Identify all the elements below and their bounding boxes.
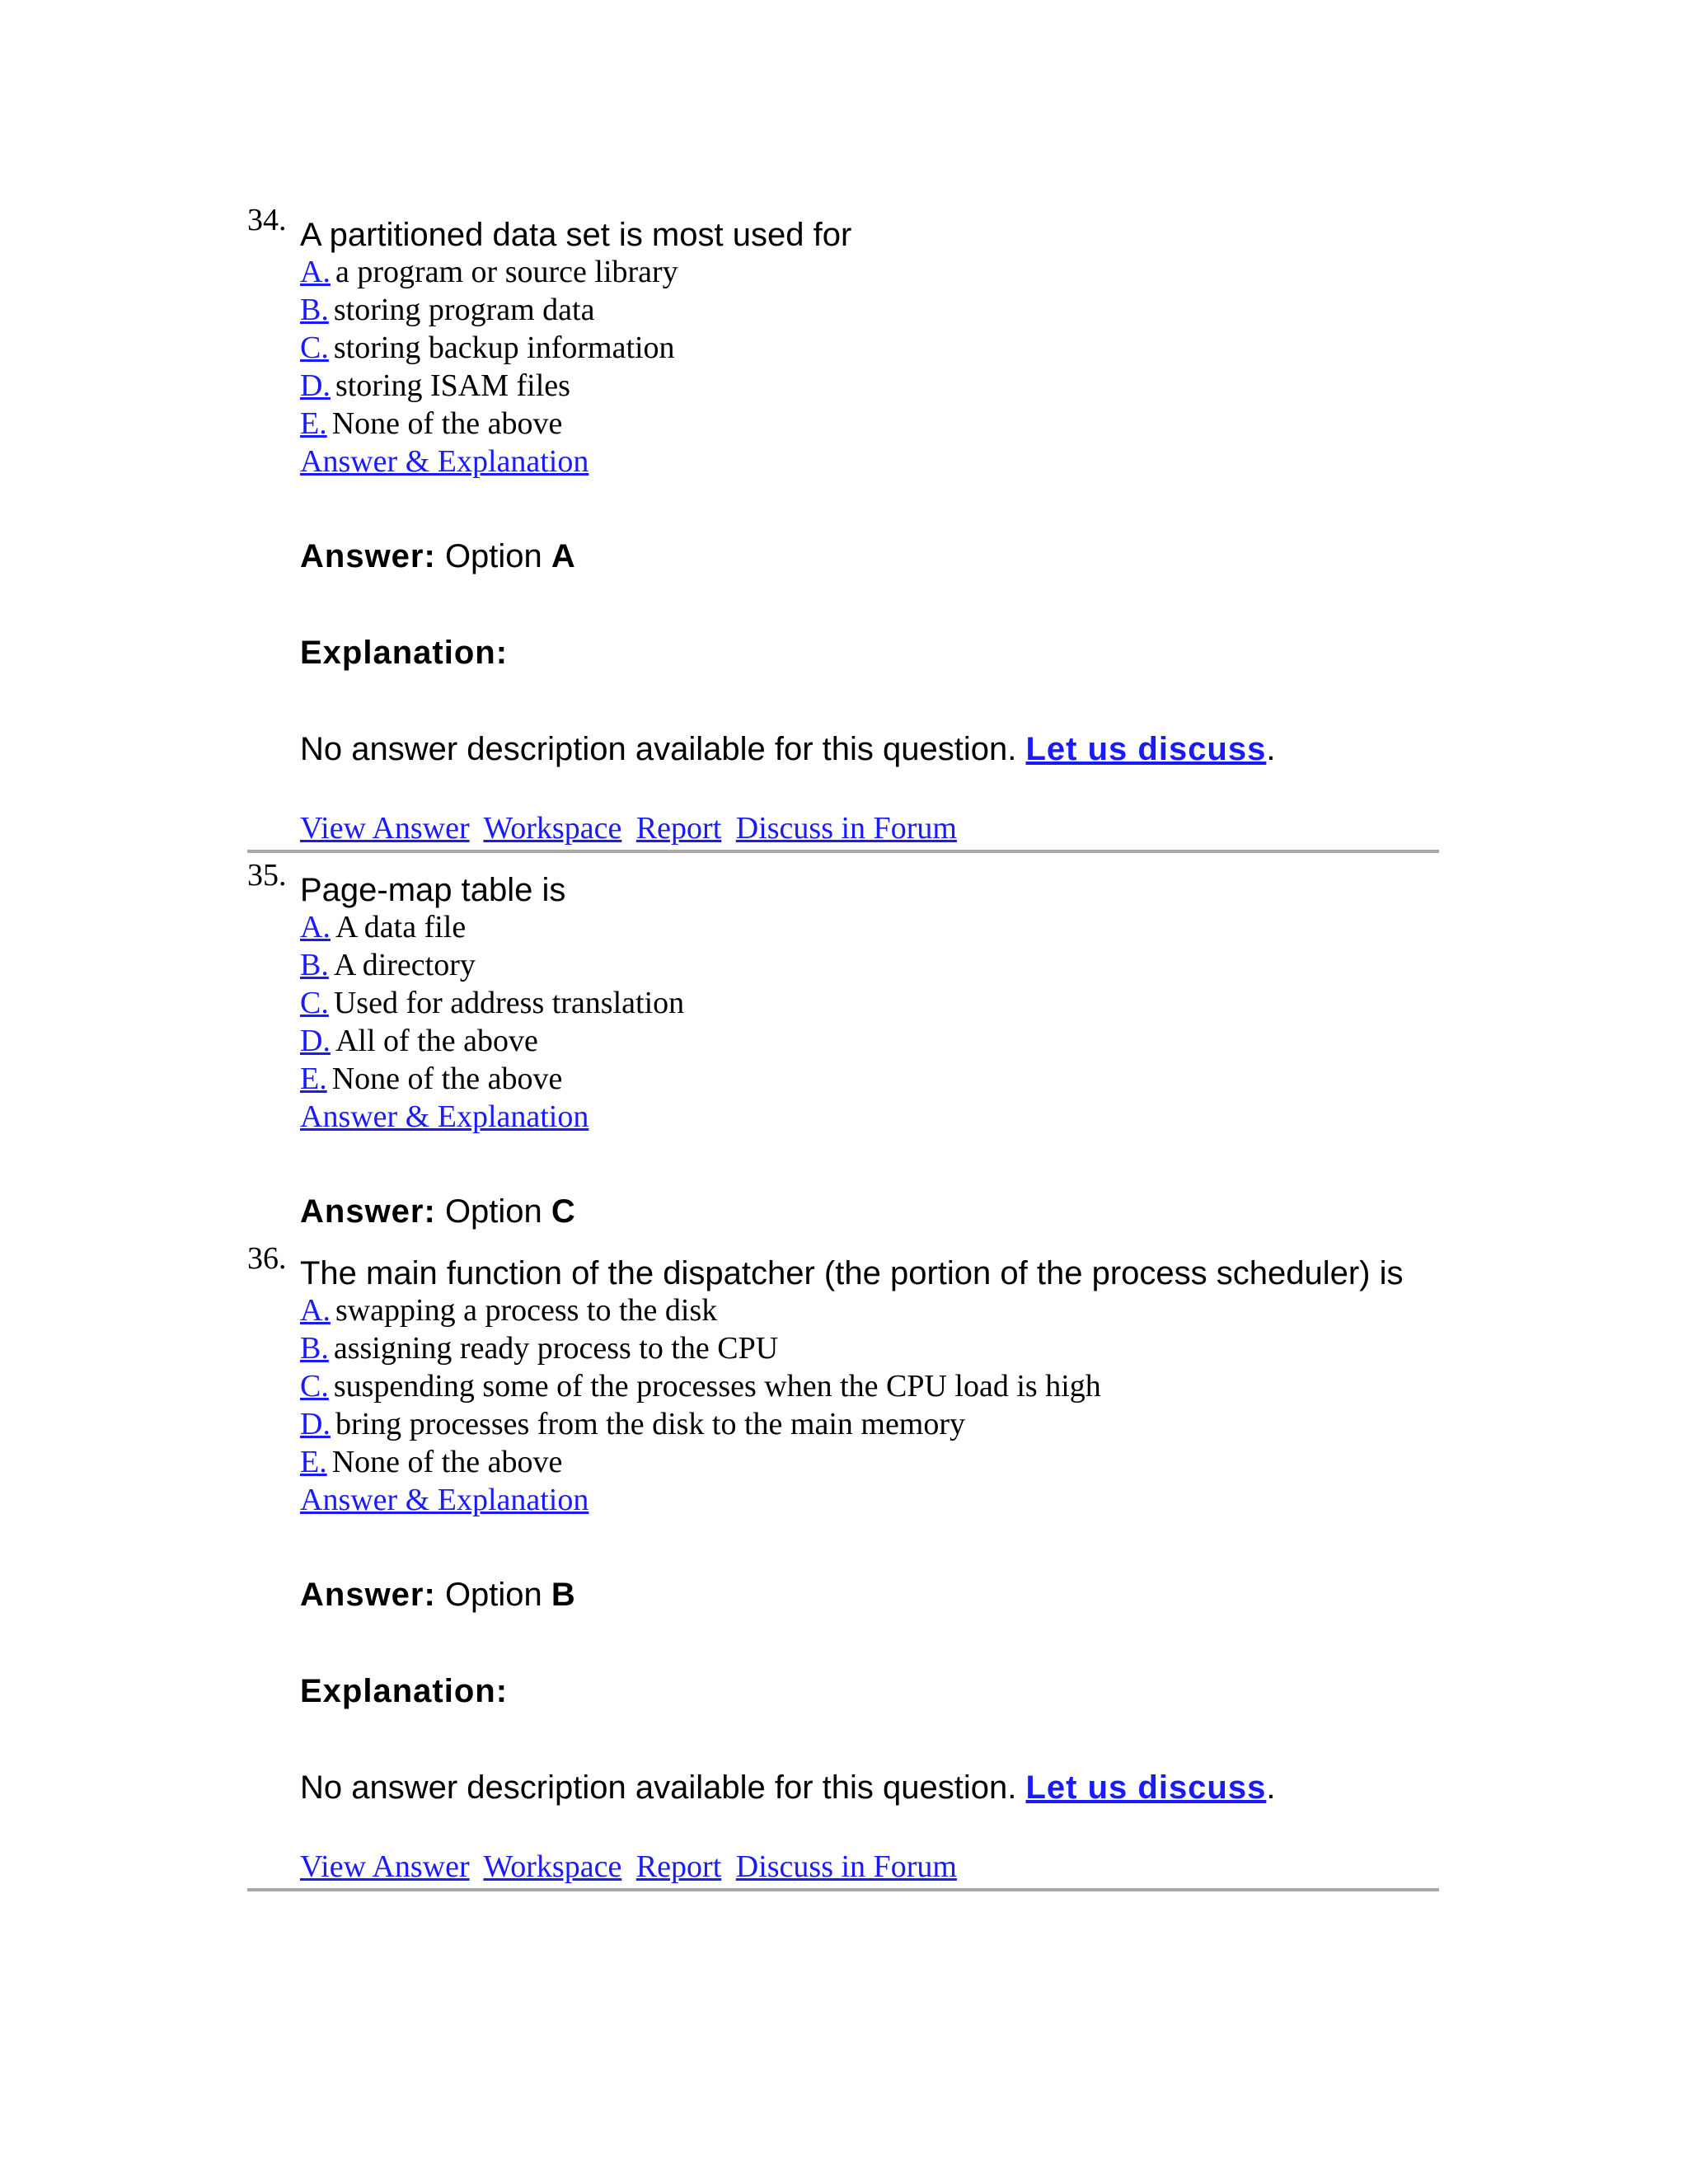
option-b-text: storing program data [333,293,595,327]
question-text: A partitioned data set is most used for [300,217,852,253]
answer-prefix: Option [444,1577,542,1613]
option-e-link[interactable]: E. [300,1062,327,1096]
answer-value: B [551,1577,575,1613]
period: . [1266,731,1276,767]
description-text: No answer description available for this question. [300,731,1017,767]
option-a-link[interactable]: A. [300,255,331,289]
answer-explanation-link[interactable]: Answer & Explanation [300,1099,589,1134]
option-e [300,405,678,443]
discuss-link[interactable]: Let us discuss [1025,1769,1267,1806]
report-link[interactable]: Report [635,811,722,846]
answer-value: A [551,538,575,574]
answer-label: Answer: [300,538,436,574]
option-b [300,946,684,984]
answer-prefix: Option [444,1193,542,1230]
option-e-text: None of the above [331,1062,563,1096]
workspace-link[interactable]: Workspace [483,811,622,846]
option-e-text: None of the above [331,406,563,441]
explanation-heading: Explanation: [300,1673,509,1709]
description-text: No answer description available for this question. [300,1769,1017,1806]
option-c-text: storing backup information [333,330,675,365]
option-b-link[interactable]: B. [300,948,329,982]
option-b [300,1329,1101,1367]
option-e-link[interactable]: E. [300,1445,327,1479]
option-a-link[interactable]: A. [300,910,331,944]
option-a-text: A data file [335,910,467,944]
discuss-forum-link[interactable]: Discuss in Forum [735,1849,957,1884]
question-number: 36. [247,1241,287,1276]
option-c-text: Used for address translation [333,986,685,1020]
option-b [300,291,678,329]
option-e-text: None of the above [331,1445,563,1479]
option-a-link[interactable]: A. [300,1293,331,1328]
option-c-link[interactable]: C. [300,330,329,365]
option-d-link[interactable]: D. [300,368,331,403]
option-d-link[interactable]: D. [300,1407,331,1441]
workspace-link[interactable]: Workspace [483,1849,622,1884]
option-a-text: swapping a process to the disk [335,1293,718,1328]
option-e-link[interactable]: E. [300,406,327,441]
period: . [1266,1769,1276,1806]
divider [247,850,1439,853]
options-list [300,1291,1101,1519]
option-e [300,1443,1101,1481]
discuss-forum-link[interactable]: Discuss in Forum [735,811,957,846]
option-c [300,1367,1101,1405]
option-d-text: All of the above [335,1024,538,1058]
options-list [300,253,678,480]
explanation-text [300,1769,1275,1807]
option-d [300,367,678,405]
options-list [300,908,684,1136]
option-a [300,253,678,291]
option-b-text: A directory [333,948,476,982]
view-answer-link[interactable]: View Answer [300,1849,470,1884]
option-d-text: bring processes from the disk to the main memory [335,1407,966,1441]
question-text: The main function of the dispatcher (the portion of the process scheduler) is [300,1255,1404,1291]
question-number: 34. [247,203,287,237]
question-text: Page-map table is [300,872,566,908]
option-c [300,329,678,367]
option-b-link[interactable]: B. [300,1331,329,1366]
option-e [300,1060,684,1098]
discuss-link[interactable]: Let us discuss [1025,731,1267,767]
explanation-text [300,731,1275,768]
option-d [300,1022,684,1060]
option-b-link[interactable]: B. [300,293,329,327]
answer-label: Answer: [300,1577,436,1613]
answer-line [300,1193,575,1230]
option-c-text: suspending some of the processes when the CPU load is high [333,1369,1101,1404]
answer-value: C [551,1193,575,1230]
answer-label: Answer: [300,1193,436,1230]
option-b-text: assigning ready process to the CPU [333,1331,779,1366]
answer-line [300,1577,575,1614]
option-a [300,1291,1101,1329]
option-d-link[interactable]: D. [300,1024,331,1058]
answer-explanation-link[interactable]: Answer & Explanation [300,1483,589,1517]
option-c-link[interactable]: C. [300,1369,329,1404]
option-a [300,908,684,946]
option-d [300,1405,1101,1443]
answer-explanation-link[interactable]: Answer & Explanation [300,444,589,479]
answer-line [300,538,575,575]
view-answer-link[interactable]: View Answer [300,811,470,846]
answer-prefix: Option [444,538,542,574]
divider [247,1888,1439,1891]
option-a-text: a program or source library [335,255,678,289]
explanation-heading: Explanation: [300,635,509,671]
question-number: 35. [247,858,287,893]
report-link[interactable]: Report [635,1849,722,1884]
actions-bar [300,810,964,846]
option-d-text: storing ISAM files [335,368,570,403]
option-c-link[interactable]: C. [300,986,329,1020]
actions-bar [300,1849,964,1885]
option-c [300,984,684,1022]
